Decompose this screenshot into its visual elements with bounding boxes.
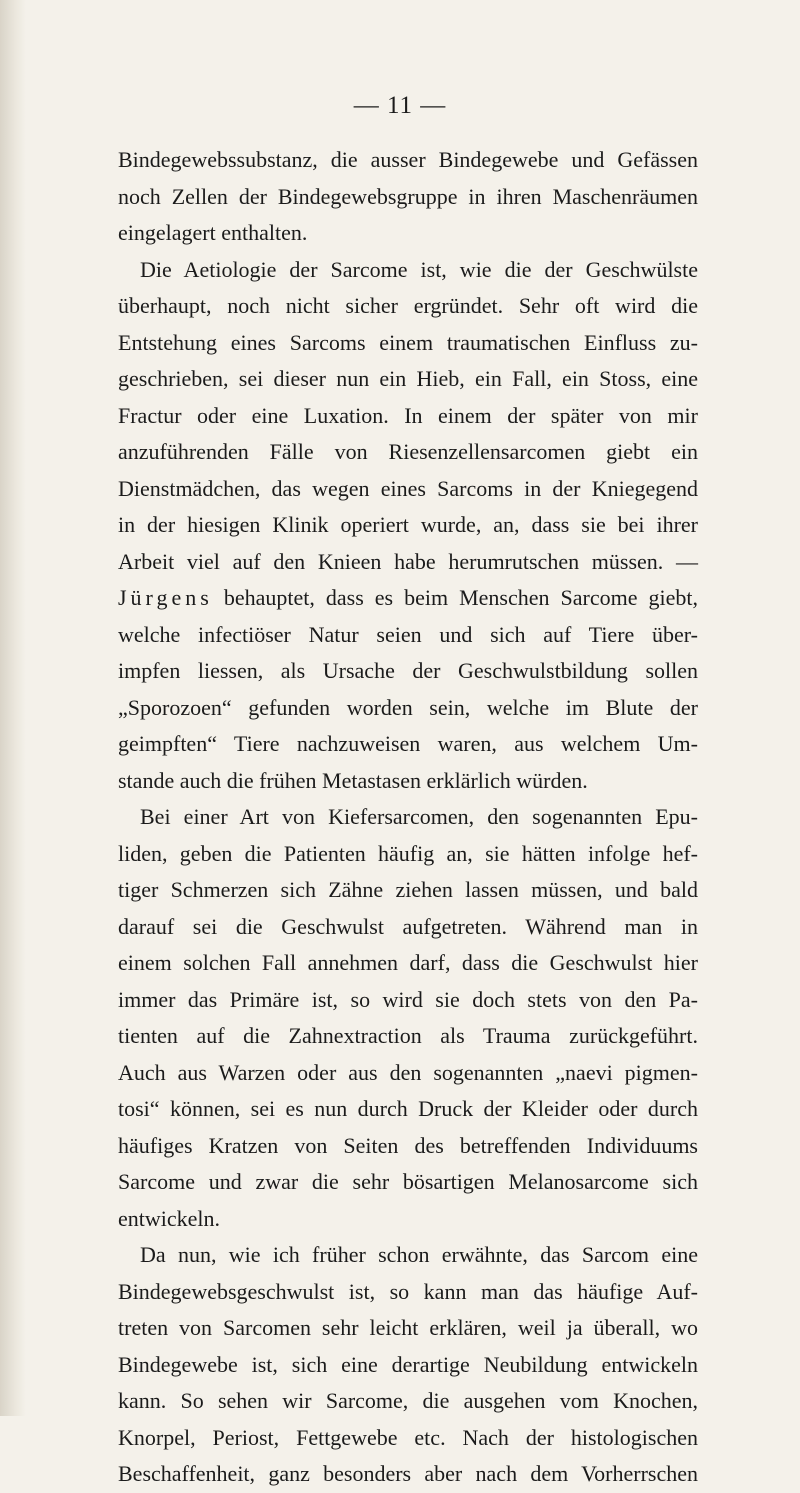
- text-line: Bindegewebe ist, sich eine derartige Neubildung entwickeln: [118, 1351, 698, 1377]
- text-line: Knorpel, Periost, Fettgewebe etc. Nach der histologischen: [118, 1424, 698, 1450]
- text-line: tienten auf die Zahnextraction als Trauma zurückgeführt.: [118, 1023, 698, 1048]
- text-line: immer das Primäre ist, so wird sie doch stets von den Pa-: [118, 986, 698, 1012]
- body-text: [118, 142, 698, 1493]
- text-line: einem solchen Fall annehmen darf, dass die Geschwulst hier: [118, 950, 698, 975]
- text-line: darauf sei die Geschwulst aufgetreten. Während man in: [118, 913, 698, 939]
- text-line: tosi“ können, sei es nun durch Druck der Kleider oder durch: [118, 1096, 698, 1121]
- text-line: welche infectiöser Natur seien und sich auf Tiere über-: [118, 621, 698, 647]
- text-line: eingelagert enthalten.: [118, 220, 308, 245]
- text-line: [118, 580, 698, 617]
- text-line: Bindegewebssubstanz, die ausser Bindegewebe und Gefässen: [118, 147, 698, 172]
- text-line: Bindegewebsgeschwulst ist, so kann man das häufige Auf-: [118, 1278, 698, 1304]
- text-line: Auch aus Warzen oder aus den sogenannten „naevi pigmen-: [118, 1059, 698, 1085]
- text-line: Arbeit viel auf den Knieen habe herumrutschen müssen. —: [118, 548, 698, 574]
- text-line: überhaupt, noch nicht sicher ergründet. Sehr oft wird die: [118, 293, 698, 318]
- text-line: impfen liessen, als Ursache der Geschwulstbildung sollen: [118, 658, 698, 683]
- text-line: in der hiesigen Klinik operiert wurde, an, dass sie bei ihrer: [118, 512, 698, 537]
- page-number: — 11 —: [353, 92, 447, 119]
- text-line: Da nun, wie ich früher schon erwähnte, das Sarcom eine: [140, 1242, 698, 1267]
- text-line: Bei einer Art von Kiefersarcomen, den sogenannten Epu-: [140, 804, 698, 829]
- text-line: geimpften“ Tiere nachzuweisen waren, aus welchem Um-: [118, 731, 698, 756]
- text-line: treten von Sarcomen sehr leicht erklären, weil ja überall, wo: [118, 1315, 698, 1340]
- text-line: anzuführenden Fälle von Riesenzellensarcomen giebt ein: [118, 439, 698, 464]
- text-line: Dienstmädchen, das wegen eines Sarcoms in der Kniegegend: [118, 475, 698, 501]
- text-line: kann. So sehen wir Sarcome, die ausgehen vom Knochen,: [118, 1388, 698, 1413]
- text-line: geschrieben, sei dieser nun ein Hieb, ein Fall, ein Stoss, eine: [118, 366, 698, 391]
- page-edge-shadow: [0, 0, 26, 1416]
- text-line-rest: behauptet, dass es beim Menschen Sarcome giebt,: [212, 585, 698, 610]
- text-line: „Sporozoen“ gefunden worden sein, welche im Blute der: [118, 694, 698, 720]
- text-line: tiger Schmerzen sich Zähne ziehen lassen müssen, und bald: [118, 877, 698, 902]
- text-line: stande auch die frühen Metastasen erklärlich würden.: [118, 767, 588, 793]
- text-line: noch Zellen der Bindegewebsgruppe in ihren Maschenräumen: [118, 183, 698, 209]
- text-line: Sarcome und zwar die sehr bösartigen Melanosarcome sich: [118, 1169, 698, 1194]
- text-line: Fractur oder eine Luxation. In einem der später von mir: [118, 402, 698, 428]
- text-line: liden, geben die Patienten häufig an, sie hätten infolge hef-: [118, 840, 698, 866]
- text-line: Beschaffenheit, ganz besonders aber nach dem Vorherrschen: [118, 1461, 698, 1486]
- author-name: Jürgens: [118, 585, 213, 610]
- text-line: entwickeln.: [118, 1205, 221, 1231]
- text-line: Die Aetiologie der Sarcome ist, wie die der Geschwülste: [140, 256, 698, 282]
- text-line: Entstehung eines Sarcoms einem traumatischen Einfluss zu-: [118, 329, 698, 355]
- text-line: häufiges Kratzen von Seiten des betreffenden Individuums: [118, 1132, 698, 1158]
